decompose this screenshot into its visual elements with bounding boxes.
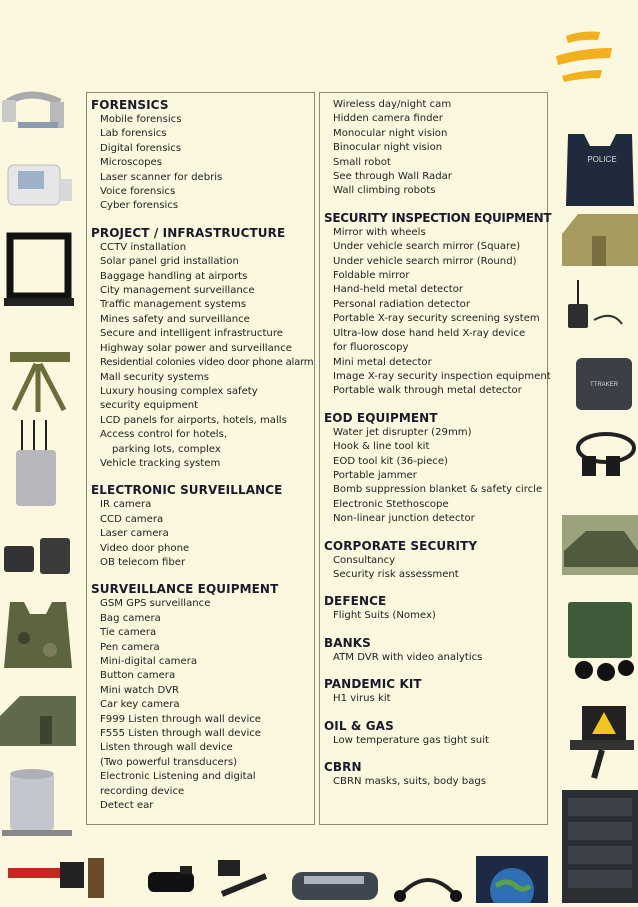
water-jet-disrupter-photo [0, 330, 76, 415]
list-item: See through Wall Radar [333, 171, 452, 183]
right-services-panel [319, 92, 552, 825]
list-item: Hook & line tool kit [333, 441, 430, 453]
list-item: Wireless day/night cam [333, 99, 452, 110]
list-item: CCD camera [100, 513, 164, 525]
list-item: Ultra-low dose hand held X-ray device [333, 327, 526, 339]
list-item: Mirror with wheels [333, 226, 426, 238]
night-vision-scope-photo [142, 856, 202, 903]
list-item: Water jet disrupter (29mm) [333, 426, 472, 438]
portable-radio-photo [562, 280, 638, 344]
under-vehicle-camera-photo [290, 854, 380, 903]
list-item: H1 virus kit [333, 693, 391, 705]
list-item: Button camera [100, 670, 176, 682]
list-item: Access control for hotels, [100, 429, 228, 441]
list-item: Hand-held metal detector [333, 284, 464, 296]
corporate-security-section [320, 539, 547, 583]
list-item: Mobile forensics [100, 114, 182, 125]
section-title: PROJECT / INFRASTRUCTURE [91, 225, 286, 240]
list-item: Mini-digital camera [100, 656, 198, 667]
list-item: Secure and intelligent infrastructure [100, 328, 283, 340]
list-item: Wall climbing robots [333, 185, 436, 197]
gps-tracker-photo [0, 528, 76, 584]
pen-camera-kit-photo [212, 854, 276, 903]
list-item: ATM DVR with video analytics [333, 651, 483, 663]
list-item: Under vehicle search mirror (Round) [333, 255, 517, 267]
list-item: Portable X-ray security screening system [333, 313, 540, 325]
list-item: Vehicle tracking system [100, 457, 221, 469]
list-item: Microscopes [100, 157, 163, 169]
project-infrastructure-section [87, 226, 314, 472]
list-item: Pen camera [100, 641, 160, 653]
cbrn-section [320, 760, 547, 789]
banks-section [320, 636, 547, 665]
device-text: TTRAKER [589, 382, 619, 388]
section-title: ELECTRONIC SURVEILLANCE [91, 483, 283, 498]
list-item: Portable jammer [333, 469, 417, 481]
oil-gas-section [320, 719, 547, 748]
list-item: Security risk assessment [333, 568, 459, 580]
list-item: F999 Listen through wall device [100, 713, 262, 725]
left-services-panel [86, 92, 315, 825]
list-item: EOD tool kit (36-piece) [333, 455, 448, 467]
section-title: DEFENCE [324, 594, 387, 609]
list-item: Solar panel grid installation [100, 256, 239, 268]
eod-equipment-section [320, 411, 547, 527]
list-item: Detect ear [100, 800, 154, 812]
list-item: Image X-ray security inspection equipment [333, 370, 551, 382]
section-title: FORENSICS [91, 98, 169, 112]
list-item: Mini watch DVR [100, 684, 179, 696]
list-item: Bomb suppression blanket & safety circle [333, 484, 543, 496]
baggage-frame-photo [4, 232, 74, 312]
list-item: Under vehicle search mirror (Square) [333, 241, 521, 253]
list-item: Video door phone [100, 542, 190, 554]
section-title: SURVEILLANCE EQUIPMENT [91, 582, 279, 597]
section-title: SECURITY INSPECTION EQUIPMENT [324, 210, 552, 225]
field-tent-photo [562, 515, 638, 575]
list-item: Flight Suits (Nomex) [333, 610, 436, 622]
list-item: Small robot [333, 156, 391, 168]
list-item: Cyber forensics [100, 200, 179, 212]
list-item: LCD panels for airports, hotels, malls [100, 414, 287, 426]
list-item: Traffic management systems [100, 299, 247, 311]
list-item: Digital forensics [100, 142, 182, 154]
section-title: CBRN [324, 760, 362, 774]
defence-section [320, 594, 547, 623]
list-item: (Two powerful transducers) [100, 756, 238, 768]
list-item: Voice forensics [100, 186, 176, 198]
forensic-scanner-photo [0, 157, 76, 217]
list-item: Lab forensics [100, 128, 167, 140]
stainless-container-photo [0, 768, 76, 844]
list-item: security equipment [100, 400, 199, 412]
section-title: EOD EQUIPMENT [324, 410, 438, 425]
list-item: OB telecom fiber [100, 556, 186, 568]
list-item: Residential colonies video door phone alarm [100, 357, 314, 369]
surveillance-continued-section [320, 98, 547, 199]
list-item: Laser scanner for debris [100, 171, 223, 183]
list-item: Bag camera [100, 612, 161, 624]
list-item: Low temperature gas tight suit [333, 734, 489, 746]
list-item: Luxury housing complex safety [100, 385, 258, 397]
list-item: Foldable mirror [333, 270, 410, 282]
surveillance-equipment-section [87, 582, 314, 813]
list-item: CBRN masks, suits, body bags [333, 776, 487, 787]
list-item: for fluoroscopy [333, 342, 409, 354]
list-item: Portable walk through metal detector [333, 385, 522, 397]
list-item: Hidden camera finder [333, 113, 443, 125]
list-item: GSM GPS surveillance [100, 598, 211, 610]
list-item: Baggage handling at airports [100, 270, 248, 282]
list-item: Mini metal detector [333, 356, 432, 368]
list-item: Personal radiation detector [333, 298, 471, 310]
list-item: IR camera [100, 499, 152, 511]
list-item: Listen through wall device [100, 742, 233, 754]
section-title: OIL & GAS [324, 718, 394, 733]
list-item: CCTV installation [100, 241, 187, 253]
list-item: Highway solar power and surveillance [100, 342, 292, 354]
bomb-suppression-photo [562, 700, 638, 780]
list-item: Mall security systems [100, 371, 209, 383]
list-item: Electronic Listening and digital [100, 771, 256, 783]
list-item: F555 Listen through wall device [100, 728, 262, 740]
listening-headphone-photo [388, 852, 468, 903]
security-inspection-section [320, 210, 552, 399]
forensics-section [87, 98, 314, 214]
army-tent-photo [0, 690, 76, 750]
list-item: Car key camera [100, 699, 180, 711]
list-item: Non-linear junction detector [333, 513, 475, 525]
field-equipment-case-photo [562, 598, 638, 690]
hydraulic-tool-photo [0, 854, 110, 903]
electronic-surveillance-section [87, 483, 314, 570]
list-item: Electronic Stethoscope [333, 498, 449, 510]
khaki-tent-photo [562, 210, 638, 266]
globe-network-photo [476, 856, 548, 903]
list-item: Mines safety and surveillance [100, 313, 250, 325]
pandemic-kit-section [320, 677, 547, 706]
camouflage-vest-photo [0, 598, 76, 673]
portable-xray-device-photo [0, 88, 76, 138]
tracker-device-photo [574, 356, 634, 412]
list-item: City management surveillance [100, 285, 255, 297]
list-item: parking lots, complex [112, 443, 221, 455]
server-rack-photo [562, 790, 638, 903]
list-item: Consultancy [333, 554, 396, 566]
section-title: PANDEMIC KIT [324, 677, 422, 692]
portable-jammer-photo [14, 420, 58, 510]
list-item: recording device [100, 785, 185, 797]
section-title: CORPORATE SECURITY [324, 538, 478, 553]
list-item: Binocular night vision [333, 142, 443, 154]
list-item: Tie camera [100, 627, 157, 639]
police-vest-photo [562, 128, 638, 208]
list-item: Monocular night vision [333, 127, 448, 139]
vest-text: POLICE [587, 155, 617, 164]
company-logo [552, 26, 622, 82]
section-title: BANKS [324, 635, 371, 650]
list-item: Laser camera [100, 528, 169, 540]
night-vision-goggles-photo [562, 430, 638, 490]
